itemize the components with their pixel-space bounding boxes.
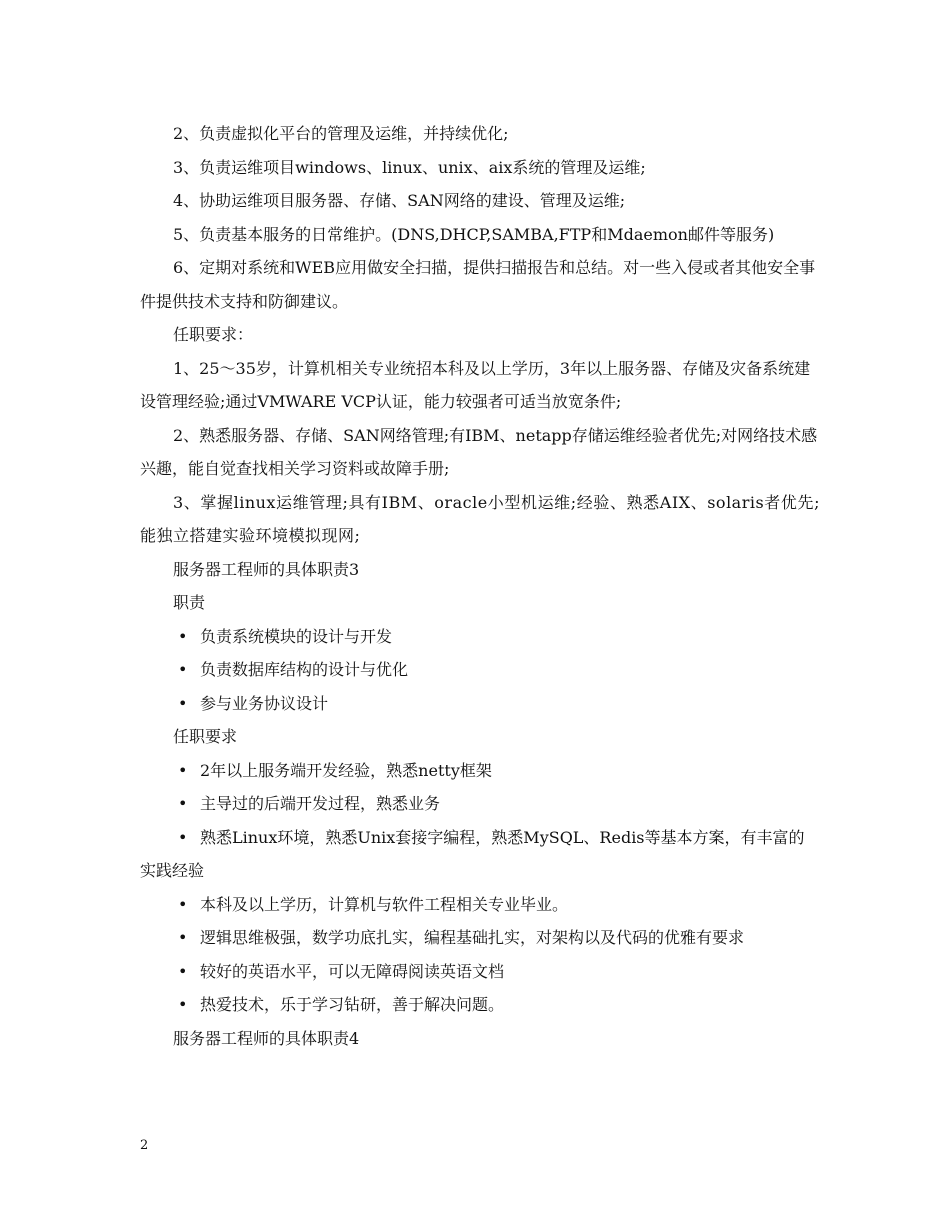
bullet-dot: • — [178, 894, 188, 914]
bullet-dot: • — [178, 794, 188, 813]
bullet-dot: • — [178, 693, 188, 713]
bullet-item — [140, 955, 820, 989]
bullet-item — [140, 787, 820, 821]
bullet-item — [140, 921, 820, 955]
paragraph: 职责 — [173, 593, 206, 612]
bullet-dot: • — [178, 660, 188, 679]
bullet-text: 熟悉Linux环境，熟悉Unix套接字编程，熟悉MySQL、Redis等基本方案，有丰富的实践经验 — [140, 827, 805, 880]
page-number: 2 — [140, 1138, 149, 1153]
paragraph: 2、熟悉服务器、存储、SAN网络管理;有IBM、netapp存储运维经验者优先;对网络技术感兴趣，能自觉查找相关学习资料或故障手册; — [140, 425, 818, 478]
bullet-text: 主导过的后端开发过程，熟悉业务 — [200, 794, 441, 813]
bullet-text: 较好的英语水平，可以无障碍阅读英语文档 — [200, 961, 505, 981]
paragraph: 服务器工程师的具体职责4 — [173, 1028, 360, 1048]
paragraph: 5、负责基本服务的日常维护。(DNS,DHCP,SAMBA,FTP和Mdaemon邮件等服务) — [173, 224, 775, 244]
bullet-text: 逻辑思维极强，数学功底扎实，编程基础扎实，对架构以及代码的优雅有要求 — [200, 928, 745, 947]
bullet-item — [140, 653, 820, 687]
bullet-text: 本科及以上学历，计算机与软件工程相关专业毕业。 — [200, 894, 569, 914]
bullet-dot: • — [178, 626, 188, 646]
paragraph: 2、负责虚拟化平台的管理及运维，并持续优化; — [173, 124, 509, 143]
bullet-dot: • — [178, 995, 188, 1014]
bullet-text: 2年以上服务端开发经验，熟悉netty框架 — [200, 760, 492, 780]
paragraph: 任职要求 — [173, 727, 238, 746]
bullet-item — [140, 821, 820, 888]
bullet-text: 负责系统模块的设计与开发 — [200, 626, 393, 646]
paragraph: 任职要求： — [173, 325, 254, 344]
paragraph: 服务器工程师的具体职责3 — [173, 559, 360, 579]
paragraph: 3、负责运维项目windows、linux、unix、aix系统的管理及运维; — [173, 157, 646, 177]
bullet-item — [140, 888, 820, 922]
bullet-item — [140, 687, 820, 721]
bullet-item — [140, 754, 820, 788]
bullet-text: 参与业务协议设计 — [200, 693, 329, 713]
paragraph: 1、25～35岁，计算机相关专业统招本科及以上学历，3年以上服务器、存储及灾备系统建设管理经验;通过VMWARE VCP认证，能力较强者可适当放宽条件; — [140, 358, 811, 411]
paragraph: 6、定期对系统和WEB应用做安全扫描，提供扫描报告和总结。对一些入侵或者其他安全事件提供技术支持和防御建议。 — [140, 258, 816, 311]
document-body — [140, 117, 820, 1055]
bullet-dot: • — [178, 928, 188, 947]
bullet-dot: • — [178, 827, 188, 847]
bullet-text: 热爱技术，乐于学习钻研，善于解决问题。 — [200, 995, 505, 1014]
paragraph: 3、掌握linux运维管理;具有IBM、oracle小型机运维;经验、熟悉AIX、solaris者优先;能独立搭建实验环境模拟现网; — [140, 492, 820, 545]
bullet-item — [140, 988, 820, 1022]
bullet-item — [140, 620, 820, 654]
bullet-dot: • — [178, 961, 188, 981]
bullet-text: 负责数据库结构的设计与优化 — [200, 660, 409, 679]
bullet-dot: • — [178, 760, 188, 780]
paragraph: 4、协助运维项目服务器、存储、SAN网络的建设、管理及运维; — [173, 191, 626, 210]
